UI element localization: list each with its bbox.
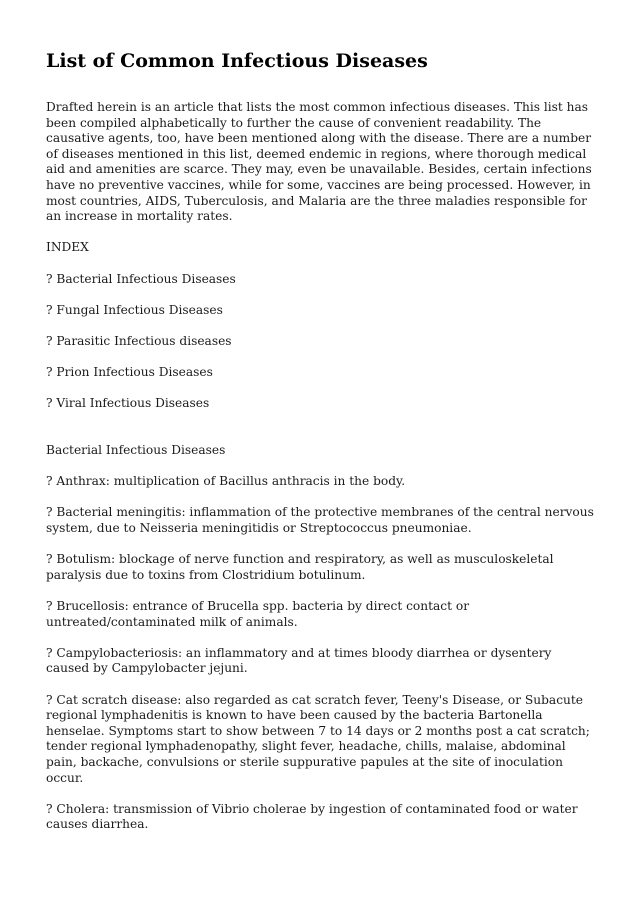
- index-item: ? Parasitic Infectious diseases: [46, 333, 232, 348]
- disease-entry: ? Brucellosis: entrance of Brucella spp. bacteria by direct contact or untreated/contaminated milk of animals.: [46, 599, 470, 629]
- document-body: [46, 100, 594, 849]
- disease-entry: ? Bacterial meningitis: inflammation of the protective membranes of the central nervous system, due to Neisseria meningitidis or Streptococcus pneumoniae.: [46, 505, 594, 536]
- disease-entry: ? Anthrax: multiplication of Bacillus anthracis in the body.: [46, 474, 406, 489]
- index-heading: INDEX: [46, 240, 89, 255]
- section-heading: Bacterial Infectious Diseases: [46, 443, 226, 458]
- disease-entry: ? Campylobacteriosis: an inflammatory and at times bloody diarrhea or dysentery caused by Campylobacter jejuni.: [46, 645, 552, 676]
- disease-entry: ? Cholera: transmission of Vibrio cholerae by ingestion of contaminated food or water causes diarrhea.: [46, 801, 578, 832]
- disease-entry: ? Botulism: blockage of nerve function and respiratory, as well as musculoskeletal paralysis due to toxins from Clostridium botulinum.: [46, 552, 554, 582]
- document-title: List of Common Infectious Diseases: [46, 50, 428, 72]
- index-item: ? Viral Infectious Diseases: [46, 396, 210, 411]
- disease-entry: ? Cat scratch disease: also regarded as cat scratch fever, Teeny's Disease, or Subacute regional lymphadenitis is known to have been caused by the bacteria Bartonella henselae. Symptoms start to show between 7 to 14 days or 2 months post a cat scratch; tender regional lymphadenopathy, slight fever, headache, chills, malaise, abdominal pain, backache, convulsions or sterile suppurative papules at the site of inoculation occur.: [46, 692, 590, 785]
- index-item: ? Bacterial Infectious Diseases: [46, 271, 236, 286]
- index-item: ? Prion Infectious Diseases: [46, 365, 213, 380]
- index-item: ? Fungal Infectious Diseases: [46, 302, 223, 317]
- intro-paragraph: Drafted herein is an article that lists the most common infectious diseases. This list has been compiled alphabetically to further the cause of convenient readability. The causative agents, too, have been mentioned along with the disease. There are a number of diseases mentioned in this list, deemed endemic in regions, where thorough medical aid and amenities are scarce. They may, even be unavailable. Besides, certain infections have no preventive vaccines, while for some, vaccines are being processed. However, in most countries, AIDS, Tuberculosis, and Malaria are the three maladies responsible for an increase in mortality rates.: [46, 100, 592, 224]
